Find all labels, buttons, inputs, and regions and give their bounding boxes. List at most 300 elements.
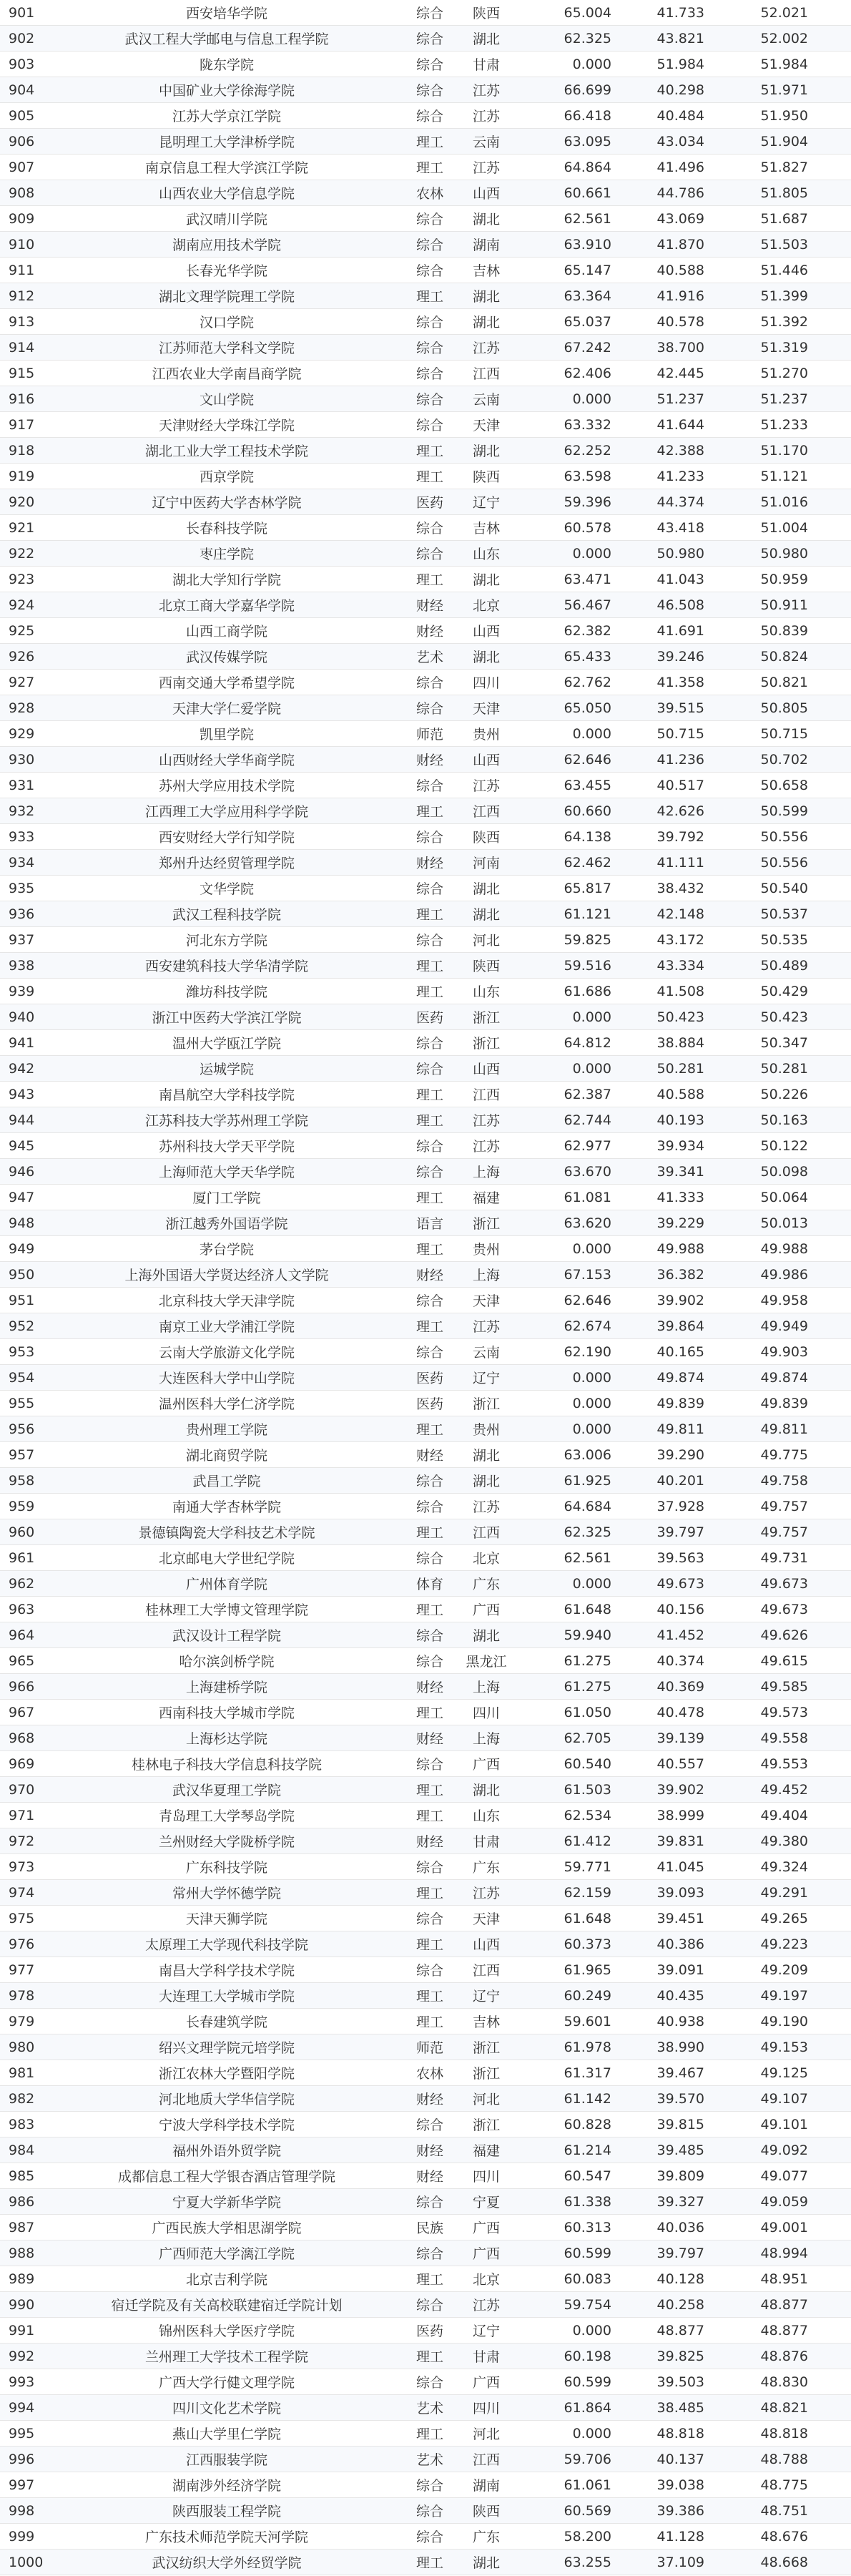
school-name-cell: 湖北工业大学工程技术学院 [144,444,308,459]
province-cell: 河北 [472,933,500,949]
province-cell: 湖南 [472,2478,500,2494]
score-1-cell: 63.620 [564,1215,611,1231]
table-row [0,1288,851,1313]
score-2-cell: 39.515 [656,700,704,716]
category-cell: 理工 [415,2349,443,2365]
table-row [0,1957,851,1983]
school-name-cell: 天津财经大学珠江学院 [158,418,295,434]
category-cell: 综合 [415,933,443,949]
school-name-cell: 文山学院 [199,392,254,408]
score-2-cell: 41.496 [656,159,704,175]
total-score-cell: 51.237 [760,391,808,407]
category-cell: 综合 [415,881,443,897]
school-name-cell: 广西民族大学相思湖学院 [152,2220,302,2236]
table-row [0,1082,851,1107]
total-score-cell: 48.788 [760,2451,808,2467]
category-cell: 综合 [415,1474,443,1489]
province-cell: 北京 [472,598,500,614]
rank-cell: 943 [9,1086,35,1102]
score-2-cell: 40.193 [656,1112,704,1128]
category-cell: 师范 [415,2040,443,2056]
total-score-cell: 50.911 [760,597,808,613]
province-cell: 江苏 [472,160,500,176]
rank-cell: 953 [9,1343,35,1360]
province-cell: 湖北 [472,1448,500,1464]
school-name-cell: 广州体育学院 [185,1577,267,1592]
total-score-cell: 50.556 [760,828,808,845]
rank-cell: 975 [9,1910,35,1926]
school-name-cell: 武汉华夏理工学院 [172,1783,281,1798]
score-2-cell: 51.237 [656,391,704,407]
province-cell: 吉林 [472,521,500,537]
score-1-cell: 63.471 [564,571,611,587]
rank-cell: 962 [9,1575,35,1592]
rank-cell: 974 [9,1884,35,1901]
category-cell: 财经 [415,1731,443,1747]
score-1-cell: 0.000 [572,1575,611,1592]
table-row [0,1313,851,1339]
province-cell: 四川 [472,2169,500,2185]
score-2-cell: 44.786 [656,185,704,201]
table-row [0,1545,851,1571]
total-score-cell: 49.775 [760,1446,808,1463]
province-cell: 上海 [472,1165,500,1180]
score-2-cell: 39.229 [656,1215,704,1231]
province-cell: 山东 [472,1808,500,1824]
province-cell: 江苏 [472,1499,500,1515]
table-row [0,1571,851,1597]
category-cell: 综合 [415,1911,443,1927]
score-2-cell: 39.809 [656,2168,704,2184]
score-2-cell: 49.839 [656,1395,704,1411]
rank-cell: 967 [9,1704,35,1720]
score-2-cell: 40.369 [656,1678,704,1695]
rank-cell: 990 [9,2296,35,2313]
school-name-cell: 浙江中医药大学滨江学院 [152,1010,302,1026]
table-row [0,1983,851,2009]
category-cell: 综合 [415,341,443,356]
school-name-cell: 长春光华学院 [185,263,267,279]
table-row [0,670,851,695]
score-2-cell: 39.815 [656,2116,704,2132]
school-name-cell: 桂林电子科技大学信息科技学院 [131,1757,322,1773]
province-cell: 湖北 [472,650,500,665]
province-cell: 贵州 [472,727,500,743]
total-score-cell: 49.380 [760,1833,808,1849]
total-score-cell: 49.558 [760,1730,808,1746]
score-1-cell: 61.317 [564,2065,611,2081]
total-score-cell: 48.775 [760,2477,808,2493]
province-cell: 湖北 [472,212,500,227]
province-cell: 甘肃 [472,1834,500,1850]
province-cell: 上海 [472,1680,500,1695]
table-row [0,412,851,438]
total-score-cell: 50.163 [760,1112,808,1128]
category-cell: 综合 [415,263,443,279]
total-score-cell: 49.092 [760,2142,808,2158]
province-cell: 江苏 [472,341,500,356]
total-score-cell: 51.971 [760,82,808,98]
score-2-cell: 38.432 [656,880,704,896]
category-cell: 艺术 [415,650,443,665]
school-name-cell: 辽宁中医药大学杏林学院 [152,495,302,511]
total-score-cell: 48.994 [760,2245,808,2261]
category-cell: 财经 [415,2143,443,2159]
rank-cell: 963 [9,1601,35,1617]
category-cell: 综合 [415,2117,443,2133]
score-1-cell: 61.648 [564,1601,611,1617]
school-name-cell: 苏州大学应用技术学院 [158,778,295,794]
table-row [0,1185,851,1210]
score-2-cell: 38.700 [656,339,704,356]
category-cell: 综合 [415,57,443,73]
school-name-cell: 宿迁学院及有关高校联建宿迁学院计划 [111,2298,343,2313]
table-row [0,1751,851,1777]
school-name-cell: 湖北文理学院理工学院 [158,289,295,305]
score-2-cell: 46.508 [656,597,704,613]
score-2-cell: 39.093 [656,1884,704,1901]
category-cell: 农林 [415,2066,443,2082]
rank-cell: 955 [9,1395,35,1411]
score-2-cell: 40.517 [656,777,704,793]
category-cell: 综合 [415,366,443,382]
province-cell: 陕西 [472,830,500,846]
rank-cell: 986 [9,2193,35,2210]
school-name-cell: 桂林理工大学博文管理学院 [144,1602,308,1618]
score-1-cell: 61.412 [564,1833,611,1849]
rank-cell: 927 [9,674,35,690]
school-name-cell: 陕西服装工程学院 [172,2504,281,2519]
rank-cell: 929 [9,725,35,742]
category-cell: 综合 [415,392,443,408]
rank-cell: 1000 [9,2554,44,2570]
score-2-cell: 41.691 [656,622,704,639]
score-1-cell: 62.646 [564,1292,611,1308]
total-score-cell: 50.537 [760,906,808,922]
school-name-cell: 山西工商学院 [185,624,267,640]
score-1-cell: 60.249 [564,1987,611,2004]
school-name-cell: 苏州科技大学天平学院 [158,1139,295,1155]
score-1-cell: 60.599 [564,2374,611,2390]
table-row [0,0,851,26]
school-name-cell: 绍兴文理学院元培学院 [158,2040,295,2056]
province-cell: 贵州 [472,1242,500,1258]
table-row [0,1803,851,1828]
school-name-cell: 天津大学仁爱学院 [172,701,281,717]
category-cell: 师范 [415,727,443,743]
table-row [0,258,851,283]
score-2-cell: 41.870 [656,236,704,253]
category-cell: 综合 [415,1293,443,1309]
total-score-cell: 50.122 [760,1137,808,1154]
table-row [0,2009,851,2034]
rank-cell: 905 [9,107,35,124]
score-1-cell: 61.965 [564,1962,611,1978]
rank-cell: 995 [9,2425,35,2442]
total-score-cell: 50.702 [760,751,808,768]
province-cell: 福建 [472,2143,500,2159]
province-cell: 陕西 [472,6,500,21]
province-cell: 江西 [472,366,500,382]
province-cell: 陕西 [472,469,500,485]
total-score-cell: 48.951 [760,2271,808,2287]
category-cell: 理工 [415,907,443,923]
table-row [0,52,851,77]
category-cell: 综合 [415,1062,443,1077]
province-cell: 江西 [472,1087,500,1103]
rank-cell: 997 [9,2477,35,2493]
score-1-cell: 63.095 [564,133,611,150]
rank-cell: 918 [9,442,35,459]
province-cell: 浙江 [472,1036,500,1052]
table-row [0,2112,851,2137]
table-row [0,2524,851,2550]
total-score-cell: 48.818 [760,2425,808,2442]
total-score-cell: 49.839 [760,1395,808,1411]
category-cell: 综合 [415,547,443,562]
total-score-cell: 49.404 [760,1807,808,1823]
table-row [0,927,851,953]
table-row [0,26,851,52]
province-cell: 湖北 [472,2555,500,2571]
category-cell: 综合 [415,2246,443,2262]
school-name-cell: 南京工业大学浦江学院 [158,1319,295,1335]
school-name-cell: 锦州医科大学医疗学院 [158,2323,295,2339]
total-score-cell: 51.233 [760,416,808,433]
score-1-cell: 61.925 [564,1472,611,1489]
total-score-cell: 51.121 [760,468,808,484]
category-cell: 综合 [415,418,443,434]
rank-cell: 971 [9,1807,35,1823]
total-score-cell: 49.190 [760,2013,808,2029]
rank-cell: 956 [9,1421,35,1437]
score-2-cell: 38.884 [656,1034,704,1051]
school-name-cell: 江西服装学院 [185,2452,267,2468]
school-name-cell: 北京吉利学院 [185,2272,267,2288]
total-score-cell: 48.821 [760,2399,808,2416]
province-cell: 云南 [472,1345,500,1361]
table-row [0,2240,851,2266]
score-2-cell: 39.797 [656,1524,704,1540]
category-cell: 综合 [415,675,443,691]
school-name-cell: 南通大学杏林学院 [172,1499,281,1515]
total-score-cell: 51.399 [760,288,808,304]
table-row [0,2447,851,2472]
score-2-cell: 42.445 [656,365,704,381]
score-1-cell: 0.000 [572,391,611,407]
school-name-cell: 河北东方学院 [185,933,267,949]
total-score-cell: 50.013 [760,1215,808,1231]
table-row [0,283,851,309]
school-name-cell: 浙江农林大学暨阳学院 [158,2066,295,2082]
category-cell: 理工 [415,1886,443,1901]
score-1-cell: 67.242 [564,339,611,356]
category-cell: 综合 [415,1628,443,1644]
score-1-cell: 66.418 [564,107,611,124]
province-cell: 江西 [472,1963,500,1979]
score-2-cell: 37.928 [656,1498,704,1514]
total-score-cell: 51.805 [760,185,808,201]
school-name-cell: 山西财经大学华商学院 [158,753,295,768]
score-1-cell: 60.313 [564,2219,611,2235]
school-name-cell: 福州外语外贸学院 [172,2143,281,2159]
score-2-cell: 43.334 [656,957,704,974]
province-cell: 浙江 [472,2040,500,2056]
school-name-cell: 成都信息工程大学银杏酒店管理学院 [117,2169,335,2185]
category-cell: 理工 [415,2014,443,2030]
total-score-cell: 49.059 [760,2193,808,2210]
total-score-cell: 49.958 [760,1292,808,1308]
school-name-cell: 凯里学院 [199,727,254,743]
category-cell: 医药 [415,2323,443,2339]
category-cell: 综合 [415,1345,443,1361]
school-name-cell: 宁夏大学新华学院 [172,2195,281,2210]
table-row [0,2421,851,2447]
province-cell: 四川 [472,675,500,691]
table-row [0,1236,851,1262]
score-1-cell: 0.000 [572,1395,611,1411]
category-cell: 财经 [415,2092,443,2107]
table-row [0,541,851,567]
rank-cell: 985 [9,2168,35,2184]
province-cell: 甘肃 [472,57,500,73]
province-cell: 广西 [472,1757,500,1773]
category-cell: 综合 [415,1757,443,1773]
table-row [0,309,851,335]
score-1-cell: 63.455 [564,777,611,793]
total-score-cell: 50.064 [760,1189,808,1205]
score-2-cell: 39.503 [656,2374,704,2390]
table-row [0,876,851,901]
rank-cell: 977 [9,1962,35,1978]
score-2-cell: 49.988 [656,1240,704,1257]
score-2-cell: 40.137 [656,2451,704,2467]
rank-cell: 901 [9,4,35,21]
table-row [0,1700,851,1725]
school-name-cell: 长春科技学院 [185,521,267,537]
province-cell: 浙江 [472,2066,500,2082]
score-1-cell: 59.940 [564,1627,611,1643]
score-1-cell: 62.406 [564,365,611,381]
province-cell: 广东 [472,1577,500,1592]
score-2-cell: 39.386 [656,2502,704,2519]
score-2-cell: 41.358 [656,674,704,690]
score-1-cell: 64.684 [564,1498,611,1514]
province-cell: 江苏 [472,1886,500,1901]
total-score-cell: 49.874 [760,1369,808,1386]
table-row [0,1004,851,1030]
rank-cell: 952 [9,1318,35,1334]
school-name-cell: 西京学院 [199,469,254,485]
rank-cell: 932 [9,803,35,819]
score-1-cell: 61.081 [564,1189,611,1205]
category-cell: 综合 [415,1963,443,1979]
category-cell: 综合 [415,1860,443,1876]
province-cell: 四川 [472,2401,500,2416]
total-score-cell: 49.757 [760,1524,808,1540]
category-cell: 理工 [415,1190,443,1206]
table-row [0,747,851,773]
province-cell: 江苏 [472,1113,500,1129]
category-cell: 农林 [415,186,443,202]
score-1-cell: 63.670 [564,1163,611,1180]
score-2-cell: 40.156 [656,1601,704,1617]
total-score-cell: 49.452 [760,1781,808,1798]
score-1-cell: 0.000 [572,2322,611,2339]
total-score-cell: 51.904 [760,133,808,150]
score-1-cell: 64.138 [564,828,611,845]
rank-cell: 911 [9,262,35,278]
school-name-cell: 西安建筑科技大学华清学院 [144,959,308,974]
school-name-cell: 武汉纺织大学外经贸学院 [152,2555,302,2571]
score-1-cell: 65.050 [564,700,611,716]
rank-cell: 920 [9,494,35,510]
table-row [0,1416,851,1442]
table-row [0,1159,851,1185]
score-1-cell: 60.828 [564,2116,611,2132]
category-cell: 综合 [415,701,443,717]
category-cell: 理工 [415,1242,443,1258]
rank-cell: 930 [9,751,35,768]
score-1-cell: 62.534 [564,1807,611,1823]
province-cell: 湖北 [472,881,500,897]
province-cell: 河南 [472,856,500,871]
category-cell: 综合 [415,2195,443,2210]
category-cell: 医药 [415,495,443,511]
score-1-cell: 62.252 [564,442,611,459]
score-2-cell: 41.233 [656,468,704,484]
score-2-cell: 39.451 [656,1910,704,1926]
score-1-cell: 61.050 [564,1704,611,1720]
province-cell: 福建 [472,1190,500,1206]
rank-cell: 941 [9,1034,35,1051]
category-cell: 综合 [415,1499,443,1515]
province-cell: 湖北 [472,572,500,588]
table-row [0,129,851,155]
score-2-cell: 49.811 [656,1421,704,1437]
province-cell: 云南 [472,392,500,408]
category-cell: 理工 [415,804,443,820]
category-cell: 理工 [415,444,443,459]
category-cell: 理工 [415,572,443,588]
total-score-cell: 49.903 [760,1343,808,1360]
total-score-cell: 49.626 [760,1627,808,1643]
school-name-cell: 广西大学行健文理学院 [158,2375,295,2391]
category-cell: 理工 [415,1808,443,1824]
table-row [0,901,851,927]
table-row [0,2369,851,2395]
score-2-cell: 49.874 [656,1369,704,1386]
province-cell: 江西 [472,2452,500,2468]
total-score-cell: 49.811 [760,1421,808,1437]
school-name-cell: 武汉工程科技学院 [172,907,281,923]
score-1-cell: 60.540 [564,1755,611,1772]
province-cell: 广西 [472,1602,500,1618]
score-2-cell: 39.797 [656,2245,704,2261]
school-name-cell: 兰州财经大学陇桥学院 [158,1834,295,1850]
school-name-cell: 江西理工大学应用科学学院 [144,804,308,820]
school-name-cell: 山西农业大学信息学院 [158,186,295,202]
rank-cell: 960 [9,1524,35,1540]
total-score-cell: 50.347 [760,1034,808,1051]
table-row [0,2086,851,2112]
province-cell: 甘肃 [472,2349,500,2365]
table-row [0,361,851,386]
rank-cell: 913 [9,313,35,330]
total-score-cell: 48.876 [760,2348,808,2364]
rank-cell: 940 [9,1009,35,1025]
province-cell: 山西 [472,186,500,202]
